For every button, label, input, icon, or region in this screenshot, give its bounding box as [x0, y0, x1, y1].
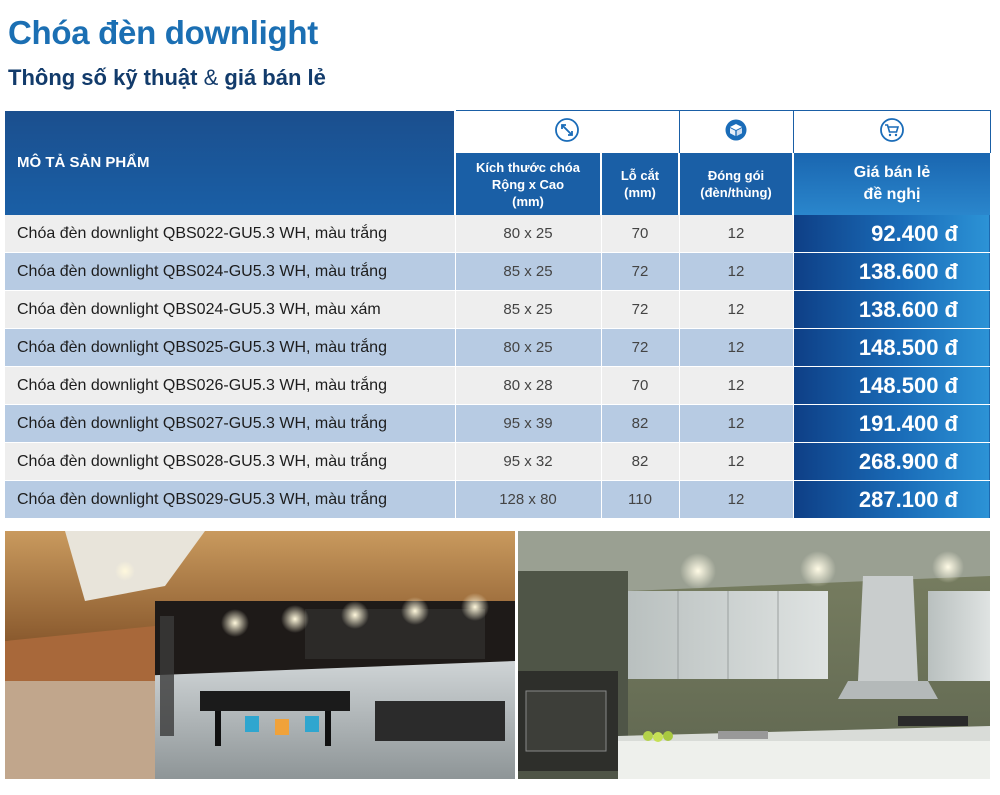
- table-row: [5, 443, 990, 481]
- kitchen-interior-photo: [518, 531, 990, 779]
- subtitle-amp: &: [203, 65, 219, 90]
- header-size-line2: Rộng x Cao: [491, 176, 565, 192]
- subtitle-part1: Thông số kỹ thuật: [8, 65, 198, 90]
- box-icon: [724, 118, 748, 142]
- row-cutout: 70: [601, 215, 679, 253]
- header-pack: [679, 153, 793, 215]
- row-description: Chóa đèn downlight QBS022-GU5.3 WH, màu trắng: [5, 215, 455, 253]
- row-size: 80 x 28: [455, 367, 601, 405]
- row-price: 148.500 đ: [793, 367, 990, 405]
- row-size: 128 x 80: [455, 481, 601, 519]
- row-price: 138.600 đ: [793, 253, 990, 291]
- page-title: Chóa đèn downlight: [8, 14, 318, 51]
- table-row: [5, 215, 990, 253]
- header-pack-icon-cell: [679, 111, 793, 154]
- row-cutout: 70: [601, 367, 679, 405]
- header-description: MÔ TẢ SẢN PHẨM: [5, 111, 455, 216]
- header-price-line2: đề nghị: [863, 186, 921, 203]
- header-size-line3: (mm): [512, 193, 544, 209]
- row-pack: 12: [679, 329, 793, 367]
- row-cutout: 110: [601, 481, 679, 519]
- row-description: Chóa đèn downlight QBS028-GU5.3 WH, màu trắng: [5, 443, 455, 481]
- header-cutout-line2: (mm): [624, 185, 656, 200]
- row-price: 138.600 đ: [793, 291, 990, 329]
- table-row: [5, 291, 990, 329]
- table-row: [5, 481, 990, 519]
- row-size: 95 x 32: [455, 443, 601, 481]
- row-size: 80 x 25: [455, 215, 601, 253]
- table-row: [5, 253, 990, 291]
- header-price-icon-cell: [793, 111, 990, 154]
- row-cutout: 72: [601, 253, 679, 291]
- header-cutout-line1: Lỗ cắt: [620, 168, 660, 183]
- header-size-line1: Kích thước chóa: [476, 159, 580, 175]
- row-cutout: 72: [601, 291, 679, 329]
- row-description: Chóa đèn downlight QBS029-GU5.3 WH, màu trắng: [5, 481, 455, 519]
- table-row: [5, 367, 990, 405]
- cart-icon: [879, 117, 905, 143]
- row-price: 92.400 đ: [793, 215, 990, 253]
- row-size: 85 x 25: [455, 253, 601, 291]
- row-description: Chóa đèn downlight QBS024-GU5.3 WH, màu xám: [5, 291, 455, 329]
- row-description: Chóa đèn downlight QBS025-GU5.3 WH, màu trắng: [5, 329, 455, 367]
- spec-price-table: [5, 110, 991, 519]
- row-cutout: 82: [601, 443, 679, 481]
- row-description: Chóa đèn downlight QBS026-GU5.3 WH, màu trắng: [5, 367, 455, 405]
- row-pack: 12: [679, 291, 793, 329]
- row-price: 287.100 đ: [793, 481, 990, 519]
- row-size: 95 x 39: [455, 405, 601, 443]
- header-pack-line1: Đóng gói: [707, 168, 765, 183]
- subtitle-part2: giá bán lẻ: [224, 65, 326, 90]
- row-price: 191.400 đ: [793, 405, 990, 443]
- table-row: [5, 405, 990, 443]
- header-cutout: [601, 153, 679, 215]
- header-price: [793, 153, 990, 215]
- header-size-icon-cell: [455, 111, 679, 154]
- row-pack: 12: [679, 481, 793, 519]
- row-pack: 12: [679, 405, 793, 443]
- restaurant-interior-photo: [5, 531, 515, 779]
- header-pack-line2: (đèn/thùng): [700, 185, 772, 200]
- row-price: 148.500 đ: [793, 329, 990, 367]
- table-row: [5, 329, 990, 367]
- row-cutout: 72: [601, 329, 679, 367]
- row-description: Chóa đèn downlight QBS024-GU5.3 WH, màu trắng: [5, 253, 455, 291]
- row-pack: 12: [679, 367, 793, 405]
- row-size: 85 x 25: [455, 291, 601, 329]
- page-subtitle: [8, 65, 326, 91]
- row-description: Chóa đèn downlight QBS027-GU5.3 WH, màu trắng: [5, 405, 455, 443]
- row-price: 268.900 đ: [793, 443, 990, 481]
- header-price-line1: Giá bán lẻ: [853, 164, 931, 181]
- row-pack: 12: [679, 215, 793, 253]
- row-size: 80 x 25: [455, 329, 601, 367]
- header-size: [455, 153, 601, 215]
- diagonal-arrow-icon: [554, 117, 580, 143]
- row-pack: 12: [679, 253, 793, 291]
- row-pack: 12: [679, 443, 793, 481]
- row-cutout: 82: [601, 405, 679, 443]
